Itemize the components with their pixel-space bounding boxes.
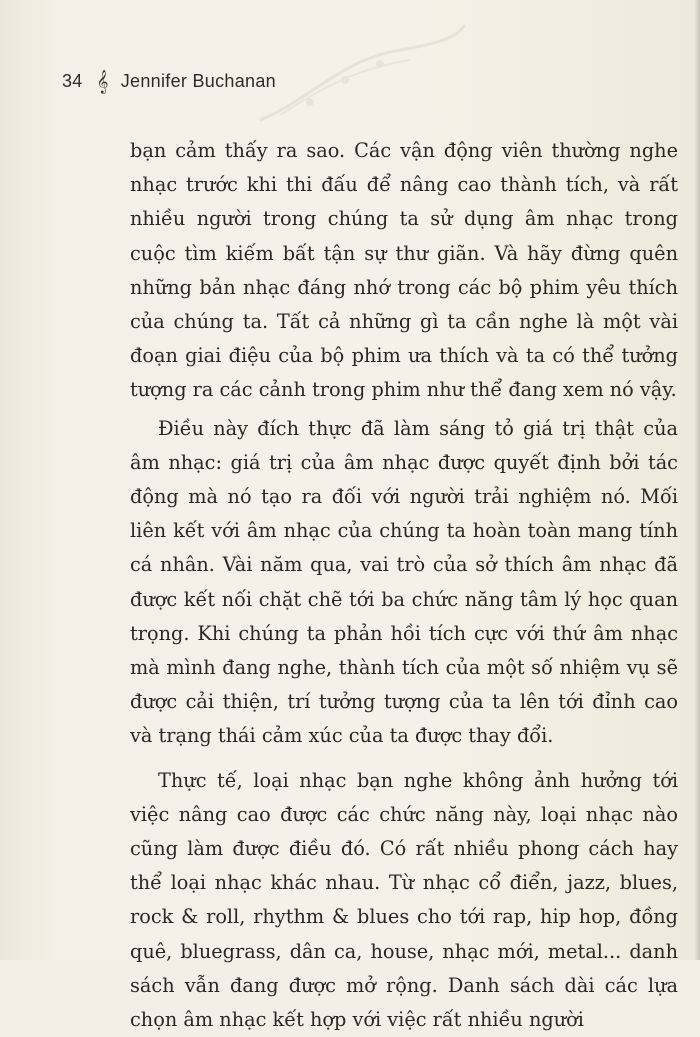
page-edge-shadow bbox=[694, 0, 700, 960]
paragraph-3: Thực tế, loại nhạc bạn nghe không ảnh hưởng tới việc nâng cao được các chức năng này, loại nhạc nào cũng làm được điều đó. Có rất nhiều phong cách hay thể loại nhạc khác nhau. Từ nhạc cổ điển, jazz, blues, rock & roll, rhythm & blues cho tới rap, hip hop, đồng quê, bluegrass, dân ca, house, nhạc mới, metal... danh sách vẫn đang được mở rộng. Danh sách dài các lựa chọn âm nhạc kết hợp với việc rất nhiều người bbox=[130, 768, 678, 1032]
paragraph-2: Điều này đích thực đã làm sáng tỏ giá trị thật của âm nhạc: giá trị của âm nhạc được quyết định bởi tác động mà nó tạo ra đối với người trải nghiệm nó. Mối liên kết với âm nhạc của chúng ta hoàn toàn mang tính cá nhân. Vài năm qua, vai trò của sở thích âm nhạc đã được kết nối chặt chẽ tới ba chức năng tâm lý học quan trọng. Khi chúng ta phản hồi tích cực với thứ âm nhạc mà mình đang nghe, thành tích của một số nhiệm vụ sẽ được cải thiện, trí tưởng tượng của ta lên tới đỉnh cao và trạng thái cảm xúc của ta được thay đổi. bbox=[130, 416, 678, 748]
running-header bbox=[62, 66, 276, 96]
body-text bbox=[130, 134, 678, 1037]
author-name: Jennifer Buchanan bbox=[120, 70, 276, 91]
page-number: 34 bbox=[62, 70, 83, 91]
paragraph-1: bạn cảm thấy ra sao. Các vận động viên thường nghe nhạc trước khi thi đấu để nâng cao thành tích, và rất nhiều người trong chúng ta sử dụng âm nhạc trong cuộc tìm kiếm bất tận sự thư giãn. Và hãy đừng quên những bản nhạc đáng nhớ trong các bộ phim yêu thích của chúng ta. Tất cả những gì ta cần nghe là một vài đoạn giai điệu của bộ phim ưa thích và ta có thể tưởng tượng ra các cảnh trong phim như thể đang xem nó vậy. bbox=[130, 139, 678, 402]
treble-clef-icon: 𝄞 bbox=[96, 69, 109, 93]
show-through-ornament bbox=[250, 20, 470, 140]
